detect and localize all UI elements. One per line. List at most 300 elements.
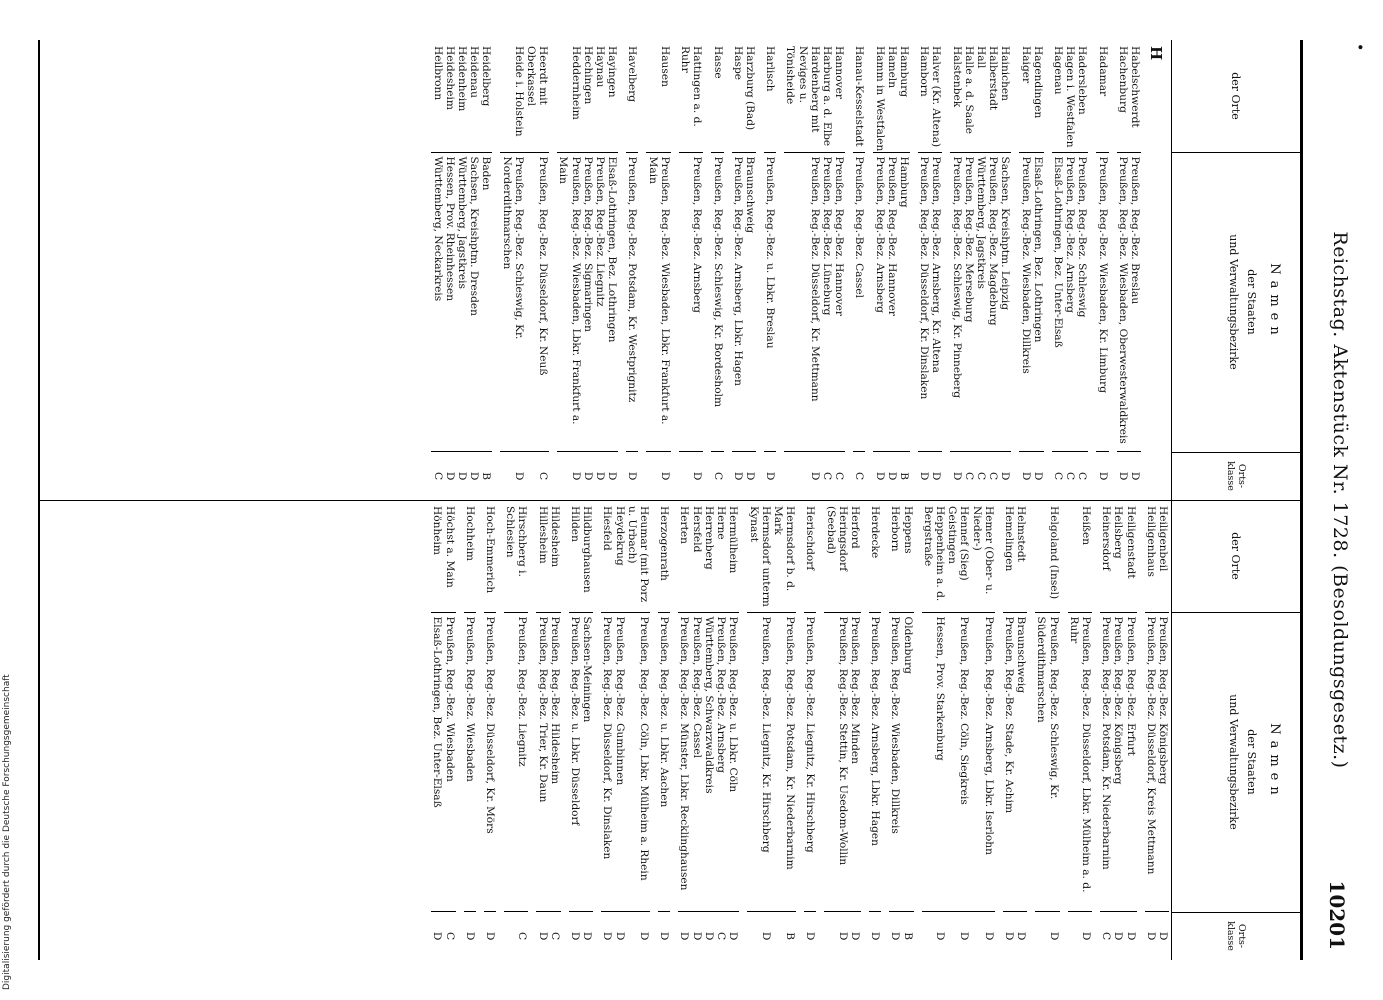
- place-name: Hadersleben: [1076, 40, 1088, 153]
- class: D: [999, 471, 1012, 481]
- table-row: [1100, 500, 1112, 960]
- table-row: [1117, 40, 1129, 500]
- state-district: Preußen, Reg.-Bez. Arnsberg: [679, 153, 703, 453]
- class: C: [1051, 472, 1064, 481]
- state-district: Sachsen-Meiningen: [581, 613, 593, 913]
- table-row: [626, 500, 650, 960]
- state-district: Preußen, Reg.-Bez. Münster, Lbkr. Recklinghausen: [678, 613, 690, 913]
- place-name: Hemer (Ober- u. Nieder-): [970, 500, 994, 613]
- class: D: [463, 931, 476, 941]
- place-name: Habelschwerdt: [1129, 40, 1141, 153]
- left-table: [38, 40, 1303, 501]
- class: B: [897, 472, 910, 480]
- class: C: [962, 472, 975, 481]
- table-row: [889, 500, 901, 960]
- state-district: Preußen, Reg.-Bez. Merseburg: [963, 153, 975, 453]
- table-row: [1145, 500, 1157, 960]
- state-district: Preußen, Reg.-Bez. Arnsberg: [1064, 153, 1076, 453]
- class: D: [581, 471, 594, 481]
- state-district: Preußen, Reg.-Bez. Düsseldorf, Kr. Dinslaken: [601, 613, 613, 913]
- state-district: Preußen, Reg.-Bez. Schleswig, Kr. Bordesholm: [711, 153, 723, 453]
- table-row: [1064, 40, 1076, 500]
- class: D: [1031, 471, 1044, 481]
- place-name: Hermsdorf b. d. Mark: [772, 500, 796, 613]
- table-row: [1112, 500, 1124, 960]
- class: D: [764, 471, 777, 481]
- place-name: Havelberg: [626, 40, 638, 153]
- place-name: Helgoland (Insel): [1035, 500, 1059, 613]
- place-name: Heide i. Holstein: [500, 40, 524, 153]
- class: C: [987, 472, 1000, 481]
- state-district: Preußen, Reg.-Bez. Düsseldorf, Kr. Dinslaken: [918, 153, 930, 453]
- table-row: [1052, 40, 1064, 500]
- state-district: Preußen, Reg.-Bez. Liegnitz, Kr. Hirschberg: [804, 613, 816, 913]
- class: C: [974, 472, 987, 481]
- place-name: Halberstadt: [987, 40, 999, 153]
- place-name: Heiligenhaus: [1145, 500, 1157, 613]
- place-name: Herischdorf: [804, 500, 816, 613]
- place-name: Heringsdorf (Seebad): [824, 500, 848, 613]
- state-district: Preußen, Reg.-Bez. Potsdam, Kr. Westprignitz: [626, 153, 638, 453]
- place-name: Hersfeld: [691, 500, 703, 613]
- state-district: Württemberg, Schwarzwaldkreis: [703, 613, 715, 913]
- section-letter: H: [1147, 46, 1165, 61]
- place-name: Heidelberg: [480, 40, 492, 153]
- class: D: [606, 471, 619, 481]
- state-district: Preußen, Reg.-Bez. Arnsberg, Lbkr. Iserlohn: [970, 613, 994, 913]
- state-district: Preußen, Reg.-Bez. Wiesbaden: [464, 613, 476, 913]
- class: D: [1047, 931, 1060, 941]
- table-row: [456, 40, 468, 500]
- table-row: [444, 40, 456, 500]
- class: D: [601, 931, 614, 941]
- place-name: Harzburg (Bad): [744, 40, 756, 153]
- class: D: [702, 931, 715, 941]
- place-name: Heilbronn: [431, 40, 443, 153]
- place-name: Hermülheim: [727, 500, 739, 613]
- place-name: Herrenberg: [703, 500, 715, 613]
- class: D: [1116, 471, 1129, 481]
- place-name: Hechingen: [582, 40, 594, 153]
- class: D: [869, 931, 882, 941]
- place-name: Hausen: [647, 40, 671, 153]
- place-name: Herborn: [889, 500, 901, 613]
- table-row: [443, 500, 455, 960]
- table-row: [999, 40, 1011, 500]
- class: D: [982, 931, 995, 941]
- place-name: Heiligenstadt: [1124, 500, 1136, 613]
- state-district: Preußen, Reg.-Bez. Hannover: [886, 153, 898, 453]
- state-district: Preußen, Reg.-Bez. Wiesbaden, Kr. Limburg: [1096, 153, 1108, 453]
- state-district: Oldenburg: [901, 613, 913, 913]
- table-row: [715, 500, 727, 960]
- state-district: Preußen, Reg.-Bez. Stettin, Kr. Usedom-Wollin: [824, 613, 848, 913]
- table-row: [1003, 500, 1015, 960]
- state-district: Preußen, Reg.-Bez. u. Lbkr. Aachen: [658, 613, 670, 913]
- place-name: Hilden: [569, 500, 581, 613]
- table-row: [468, 40, 480, 500]
- class: D: [727, 931, 740, 941]
- state-district: Sachsen, Kreishptm. Leipzig: [999, 153, 1011, 453]
- table-row: [950, 40, 962, 500]
- class: C: [1076, 472, 1089, 481]
- state-district: Preußen, Reg.-Bez. Lüneburg: [821, 153, 833, 453]
- state-district: Preußen, Reg.-Bez. Minden: [849, 613, 861, 913]
- state-district: Preußen, Reg.-Bez. Hannover: [833, 153, 845, 453]
- state-district: Württemberg, Jagstkreis: [975, 153, 987, 453]
- state-district: Hessen, Prov. Starkenburg: [922, 613, 946, 913]
- place-name: Hameln: [886, 40, 898, 153]
- class: D: [836, 931, 849, 941]
- table-row: [727, 500, 739, 960]
- class: D: [1144, 931, 1157, 941]
- class: D: [569, 471, 582, 481]
- table-row: [1076, 40, 1088, 500]
- right-table: [38, 500, 1303, 960]
- state-district: Preußen, Reg.-Bez. Düsseldorf, Kreis Mettmann: [1145, 613, 1157, 913]
- state-district: Preußen, Reg.-Bez. Liegnitz: [504, 613, 528, 913]
- table-row: [987, 40, 999, 500]
- table-row: [691, 500, 703, 960]
- table-row: [821, 40, 833, 500]
- table-row: [525, 40, 549, 500]
- place-name: Helmstedt: [1015, 500, 1027, 613]
- table-row: [601, 500, 613, 960]
- state-district: Preußen, Reg.-Bez. u. Lbkr. Breslau: [764, 153, 776, 453]
- table-row: [930, 40, 942, 500]
- state-district: Preußen, Reg.-Bez. Wiesbaden, Dillkreis: [1019, 153, 1031, 453]
- table-row: [658, 500, 670, 960]
- table-row: [1068, 500, 1092, 960]
- place-name: Heilsberg: [1112, 500, 1124, 613]
- state-district: Preußen, Reg.-Bez. Schleswig: [1076, 153, 1088, 453]
- state-district: Preußen, Reg.-Bez. Wiesbaden, Oberwesterwaldkreis: [1117, 153, 1129, 453]
- state-district: Preußen, Reg.-Bez. Düsseldorf, Kr. Mörs: [484, 613, 496, 913]
- table-row: [732, 40, 744, 500]
- class: D: [484, 931, 497, 941]
- place-name: Heddernheim: [557, 40, 581, 153]
- place-name: Hermsdorf unterm Kynast: [747, 500, 771, 613]
- table-row: [613, 500, 625, 960]
- place-name: Haspe: [732, 40, 744, 153]
- place-name: Hochheim: [464, 500, 476, 613]
- table-row: [901, 500, 913, 960]
- table-row: [946, 500, 970, 960]
- class: D: [808, 471, 821, 481]
- class: C: [853, 472, 866, 481]
- class: C: [820, 472, 833, 481]
- state-district: Preußen, Reg.-Bez. Wiesbaden, Lbkr. Frankfurt a. Main: [557, 153, 581, 453]
- class: D: [613, 931, 626, 941]
- place-name: Halstenbek: [950, 40, 962, 153]
- state-district: Preußen, Reg.-Bez. Arnsberg: [715, 613, 727, 913]
- state-district: Württemberg, Jagstkreis: [456, 153, 468, 453]
- state-district: Preußen, Reg.-Bez. Düsseldorf, Kr. Neuß: [525, 153, 549, 453]
- state-district: Preußen, Reg.-Bez. Arnsberg, Lbkr. Hagen: [869, 613, 881, 913]
- table-row: [711, 40, 723, 500]
- table-row: [1032, 40, 1044, 500]
- table-row: [678, 500, 690, 960]
- state-district: Preußen, Reg.-Bez. Stade, Kr. Achim: [1003, 613, 1015, 913]
- class: D: [581, 931, 594, 941]
- class: B: [480, 472, 493, 480]
- place-name: Hachenburg: [1117, 40, 1129, 153]
- state-district: Elsaß-Lothringen, Bez. Unter-Elsaß: [1052, 153, 1064, 453]
- place-name: Hattingen a. d. Ruhr: [679, 40, 703, 153]
- class: D: [933, 931, 946, 941]
- table-row: [679, 40, 703, 500]
- place-name: Haiger: [1019, 40, 1031, 153]
- class: D: [759, 931, 772, 941]
- state-district: Preußen, Reg.-Bez. Schleswig, Kr. Norderdithmarschen: [500, 153, 524, 453]
- table-row: [963, 40, 975, 500]
- state-district: Preußen, Reg.-Bez. Potsdam, Kr. Niederbarnim: [772, 613, 796, 913]
- place-name: Heinersdorf: [1100, 500, 1112, 613]
- place-name: Hennef (Sieg) Geistingen: [946, 500, 970, 613]
- state-district: Preußen, Reg.-Bez. Cöln, Lbkr. Mülheim a. Rhein: [626, 613, 650, 913]
- table-row: [569, 500, 581, 960]
- table-row: [873, 40, 885, 500]
- state-district: Preußen, Reg.-Bez. Düsseldorf, Kr. Mettmann: [784, 153, 821, 453]
- table-row: [703, 500, 715, 960]
- state-district: Baden: [480, 153, 492, 453]
- class: D: [873, 471, 886, 481]
- place-name: Halver (Kr. Altena): [930, 40, 942, 153]
- table-row: [898, 40, 910, 500]
- class: D: [691, 471, 704, 481]
- table-row: [747, 500, 771, 960]
- place-name: Heppenheim a. d. Bergstraße: [922, 500, 946, 613]
- state-district: Preußen, Reg.-Bez. Liegnitz: [594, 153, 606, 453]
- table-row: [1035, 500, 1059, 960]
- table-row: [824, 500, 848, 960]
- state-district: Preußen, Reg.-Bez. u. Lbkr. Cöln: [727, 613, 739, 913]
- table-row: [504, 500, 528, 960]
- place-name: Heerdt mit Oberkassel: [525, 40, 549, 153]
- class: D: [889, 931, 902, 941]
- place-name: Hildburghausen: [581, 500, 593, 613]
- place-name: Harburg a. d. Elbe: [821, 40, 833, 153]
- header-namen: Namen der Staaten und Verwaltungsbezirke: [1172, 152, 1300, 453]
- header-orte: der Orte: [1172, 500, 1300, 613]
- table-row: [918, 40, 930, 500]
- place-name: Harlisch: [764, 40, 776, 153]
- state-district: Hessen, Prov. Rheinhessen: [444, 153, 456, 453]
- class: D: [658, 471, 671, 481]
- state-district: Preußen, Reg.-Bez. Wiesbaden, Dillkreis: [889, 613, 901, 913]
- state-district: Braunschweig: [1015, 613, 1027, 913]
- table-row: [1157, 500, 1169, 960]
- class: D: [512, 471, 525, 481]
- class: D: [1096, 471, 1109, 481]
- state-district: Preußen, Reg.-Bez. Trier, Kr. Daun: [536, 613, 548, 913]
- table-row: [647, 40, 671, 500]
- class: D: [885, 471, 898, 481]
- state-district: Preußen, Reg.-Bez. Hildesheim: [549, 613, 561, 913]
- place-name: Herzogenrath: [658, 500, 670, 613]
- state-district: Preußen, Reg.-Bez. Gumbinnen: [613, 613, 625, 913]
- state-district: Preußen, Reg.-Bez. Düsseldorf, Lbkr. Mülheim a. d. Ruhr: [1068, 613, 1092, 913]
- table-row: [581, 500, 593, 960]
- state-district: Preußen, Reg.-Bez. Wiesbaden, Lbkr. Frankfurt a. Main: [647, 153, 671, 453]
- table-row: [582, 40, 594, 500]
- state-district: Württemberg, Neckarkreis: [431, 153, 443, 453]
- class: D: [594, 471, 607, 481]
- state-district: Preußen, Reg.-Bez. u. Lbkr. Düsseldorf: [569, 613, 581, 913]
- place-name: Hagenau: [1052, 40, 1064, 153]
- table-row: [1096, 40, 1108, 500]
- state-district: Preußen, Reg.-Bez. Schleswig, Kr. Süderdithmarschen: [1035, 613, 1059, 913]
- left-rows: [431, 40, 1143, 500]
- class: D: [443, 471, 456, 481]
- place-name: Hagendingen: [1032, 40, 1044, 153]
- page-header: • Reichstag. Aktenstück Nr. 1728. (Besoldungsgesetz.) 10201: [1321, 40, 1361, 960]
- place-name: Halle a. d. Saale: [963, 40, 975, 153]
- state-district: Preußen, Reg.-Bez. Liegnitz, Kr. Hirschberg: [747, 613, 771, 913]
- state-district: Preußen, Reg.-Bez. Erfurt: [1124, 613, 1136, 913]
- place-name: Hanau-Kesselstadt: [853, 40, 865, 153]
- class: D: [431, 931, 444, 941]
- table-row: [480, 40, 492, 500]
- place-name: Heidenau: [468, 40, 480, 153]
- place-name: Heppens: [901, 500, 913, 613]
- place-name: Hemelingen: [1003, 500, 1015, 613]
- state-district: Preußen, Reg.-Bez. Wiesbaden: [443, 613, 455, 913]
- state-district: Preußen, Reg.-Bez. Schleswig, Kr. Pinneberg: [950, 153, 962, 453]
- place-name: Herten: [678, 500, 690, 613]
- table-row: [764, 40, 776, 500]
- place-name: Hönheim: [431, 500, 443, 613]
- table-row: [431, 40, 443, 500]
- table-row: [431, 500, 443, 960]
- table-row: [853, 40, 865, 500]
- state-district: Preußen, Reg.-Bez. Potsdam, Kr. Niederbarnim: [1100, 613, 1112, 913]
- table-row: [970, 500, 994, 960]
- class: D: [468, 471, 481, 481]
- table-row: [594, 40, 606, 500]
- place-name: Hall: [975, 40, 987, 153]
- state-district: Preußen, Reg.-Bez. Königsberg: [1157, 613, 1169, 913]
- class: D: [638, 931, 651, 941]
- table-header: [1171, 500, 1300, 960]
- place-name: Hardenberg mit Neviges u. Tönisheide: [784, 40, 821, 153]
- place-name: Heumar (mit Porz u. Urbach): [626, 500, 650, 613]
- class: C: [516, 932, 529, 941]
- place-name: Hamburg: [898, 40, 910, 153]
- table-row: [549, 500, 561, 960]
- state-district: Braunschweig: [744, 153, 756, 453]
- state-district: Preußen, Reg.-Bez. Breslau: [1129, 153, 1141, 453]
- place-name: Hillesheim: [536, 500, 548, 613]
- class: C: [431, 472, 444, 481]
- class: D: [731, 471, 744, 481]
- class: C: [1064, 472, 1077, 481]
- table-row: [772, 500, 796, 960]
- place-name: Hainichen: [999, 40, 1011, 153]
- page-number: 10201: [1325, 880, 1349, 950]
- footer-note: Digitalisierung gefördert durch die Deutsche Forschungsgemeinschaft: [2, 674, 12, 990]
- class: C: [715, 932, 728, 941]
- place-name: Hamm in Westfalen: [873, 40, 885, 153]
- class: C: [548, 932, 561, 941]
- class: D: [848, 931, 861, 941]
- class: D: [690, 931, 703, 941]
- place-name: Hayingen: [606, 40, 618, 153]
- class: D: [1079, 931, 1092, 941]
- place-name: Heiligenbeil: [1157, 500, 1169, 613]
- place-name: Hasse: [711, 40, 723, 153]
- table-row: [536, 500, 548, 960]
- place-name: Hadamar: [1096, 40, 1108, 153]
- table-row: [500, 40, 524, 500]
- state-district: Preußen, Reg.-Bez. Cassel: [691, 613, 703, 913]
- place-name: Hannover: [833, 40, 845, 153]
- header-orte: der Orte: [1172, 40, 1300, 153]
- place-name: Heidenheim: [456, 40, 468, 153]
- class: D: [1002, 931, 1015, 941]
- state-district: Preußen, Reg.-Bez. Cassel: [853, 153, 865, 453]
- class: D: [1157, 931, 1169, 941]
- class: D: [804, 931, 817, 941]
- header-klasse: Orts-klasse: [1225, 461, 1247, 491]
- state-district: Sachsen, Kreishptm. Dresden: [468, 153, 480, 453]
- place-name: Höchst a. Main: [443, 500, 455, 613]
- place-name: Haynau: [594, 40, 606, 153]
- place-name: Herdecke: [869, 500, 881, 613]
- class: D: [1112, 931, 1125, 941]
- state-district: Preußen, Reg.-Bez. Arnsberg, Lbkr. Hagen: [732, 153, 744, 453]
- table-row: [886, 40, 898, 500]
- state-district: Preußen, Reg.-Bez. Königsberg: [1112, 613, 1124, 913]
- class: D: [1124, 931, 1137, 941]
- class: D: [1019, 471, 1032, 481]
- table-row: [975, 40, 987, 500]
- class: D: [918, 471, 931, 481]
- table-row: [557, 40, 581, 500]
- state-district: Preußen, Reg.-Bez. Arnsberg, Kr. Altena: [930, 153, 942, 453]
- class: C: [711, 472, 724, 481]
- table-row: [626, 40, 638, 500]
- class: D: [743, 471, 756, 481]
- state-district: Preußen, Reg.-Bez. Magdeburg: [987, 153, 999, 453]
- class: B: [784, 932, 797, 940]
- table-row: [849, 500, 861, 960]
- table-header: [1171, 40, 1300, 500]
- place-name: Heidesheim: [444, 40, 456, 153]
- class: D: [678, 931, 691, 941]
- place-name: Hirschberg i. Schlesien: [504, 500, 528, 613]
- page-title: Reichstag. Aktenstück Nr. 1728. (Besoldungsgesetz.): [1329, 231, 1351, 769]
- state-district: Preußen, Reg.-Bez. Sigmaringen: [582, 153, 594, 453]
- class: C: [443, 932, 456, 941]
- place-name: Hagen i. Westfalen: [1064, 40, 1076, 153]
- table-row: [1015, 500, 1027, 960]
- place-name: Herne: [715, 500, 727, 613]
- class: C: [833, 472, 846, 481]
- class: D: [536, 931, 549, 941]
- class: D: [958, 931, 971, 941]
- right-rows: [431, 500, 1171, 960]
- class: D: [930, 471, 943, 481]
- table-row: [922, 500, 946, 960]
- place-name: Hiesfeld: [601, 500, 613, 613]
- header-namen: Namen der Staaten und Verwaltungsbezirke: [1172, 612, 1300, 913]
- class: D: [569, 931, 582, 941]
- class: D: [456, 471, 469, 481]
- place-name: Hamborn: [918, 40, 930, 153]
- table-row: [744, 40, 756, 500]
- state-district: Elsaß-Lothringen, Bez. Lothringen: [1032, 153, 1044, 453]
